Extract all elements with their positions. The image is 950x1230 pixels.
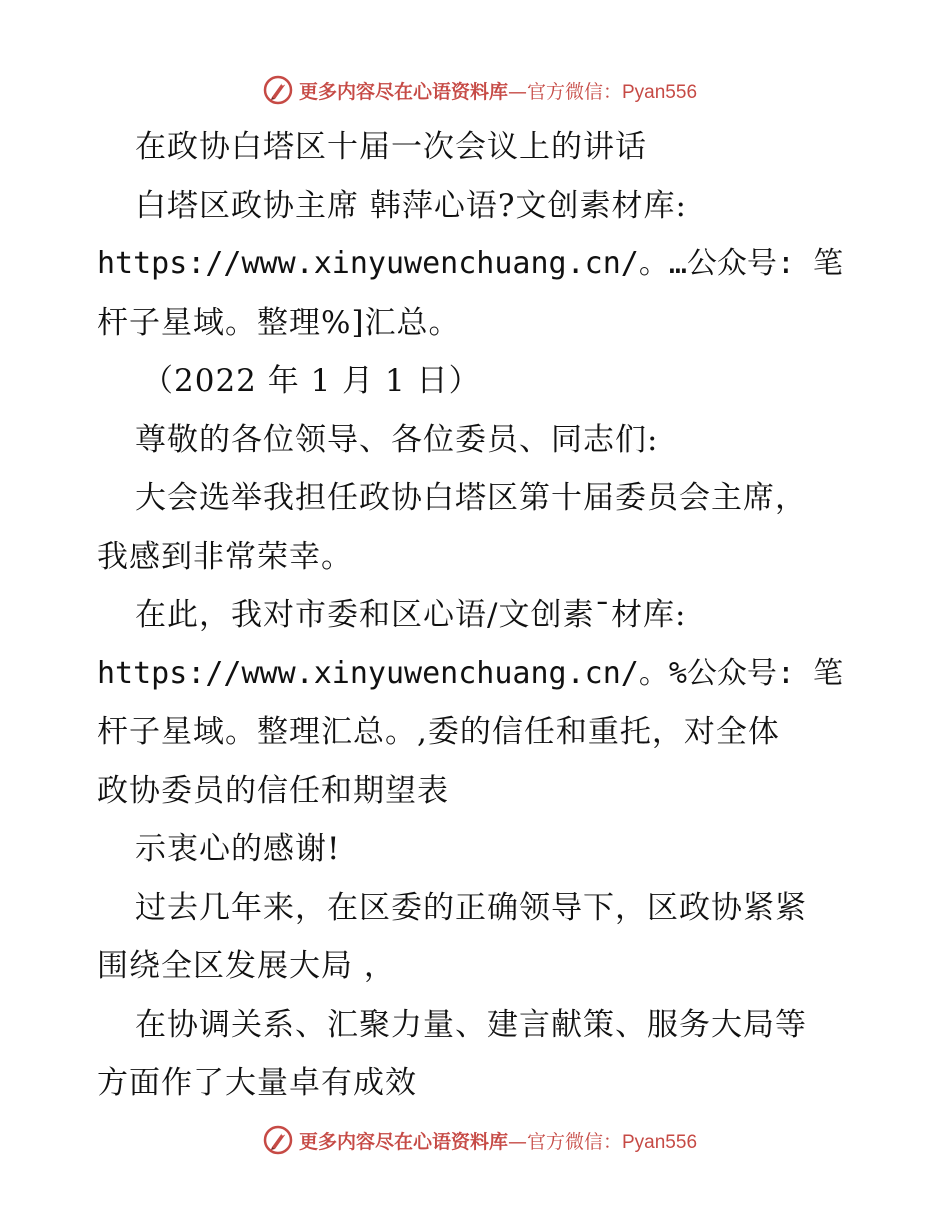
paragraph-line: 在此，我对市委和区心语/文创素¯材库: bbox=[135, 597, 687, 633]
pen-logo-icon bbox=[263, 1125, 293, 1155]
paragraph-line: 政协委员的信任和期望表 bbox=[97, 772, 449, 809]
wechat-id: Pyan556 bbox=[622, 81, 698, 103]
footer-banner bbox=[0, 1120, 950, 1160]
document-title: 在政协白塔区十届一次会议上的讲话 bbox=[135, 129, 647, 165]
paragraph-line: 示衷心的感谢! bbox=[135, 831, 341, 867]
paragraph-line: 大会选举我担任政协白塔区第十届委员会主席， bbox=[135, 480, 807, 516]
paragraph-line: 过去几年来，在区委的正确领导下，区政协紧紧 bbox=[135, 889, 807, 926]
pen-logo-icon bbox=[263, 75, 293, 105]
document-body bbox=[97, 118, 857, 1113]
wechat-id: Pyan556 bbox=[622, 1131, 698, 1153]
date-line: （2022 年 1 月 1 日） bbox=[142, 363, 481, 399]
author-line: 白塔区政协主席 韩萍心语?文创素材库: bbox=[135, 187, 687, 224]
url-line: https://www.xinyuwenchuang.cn/。…公众号: 笔 bbox=[97, 246, 844, 281]
header-banner bbox=[0, 70, 950, 110]
paragraph-line: 在协调关系、汇聚力量、建言献策、服务大局等 bbox=[135, 1006, 807, 1043]
salutation: 尊敬的各位领导、各位委员、同志们: bbox=[135, 421, 659, 458]
paragraph-line: 围绕全区发展大局 ， bbox=[97, 948, 396, 984]
paragraph-line: 我感到非常荣幸。 bbox=[97, 538, 353, 575]
source-line: 杆子星域。整理%]汇总。 bbox=[97, 304, 461, 341]
url-line: https://www.xinyuwenchuang.cn/。%公众号: 笔 bbox=[97, 655, 844, 691]
paragraph-line: 方面作了大量卓有成效 bbox=[97, 1065, 417, 1101]
paragraph-line: 杆子星域。整理汇总。,委的信任和重托，对全体 bbox=[97, 714, 780, 750]
banner-slogan: 更多内容尽在心语资料库—官方微信：Pyan556 bbox=[298, 1130, 698, 1153]
banner-slogan: 更多内容尽在心语资料库—官方微信：Pyan556 bbox=[298, 80, 698, 103]
